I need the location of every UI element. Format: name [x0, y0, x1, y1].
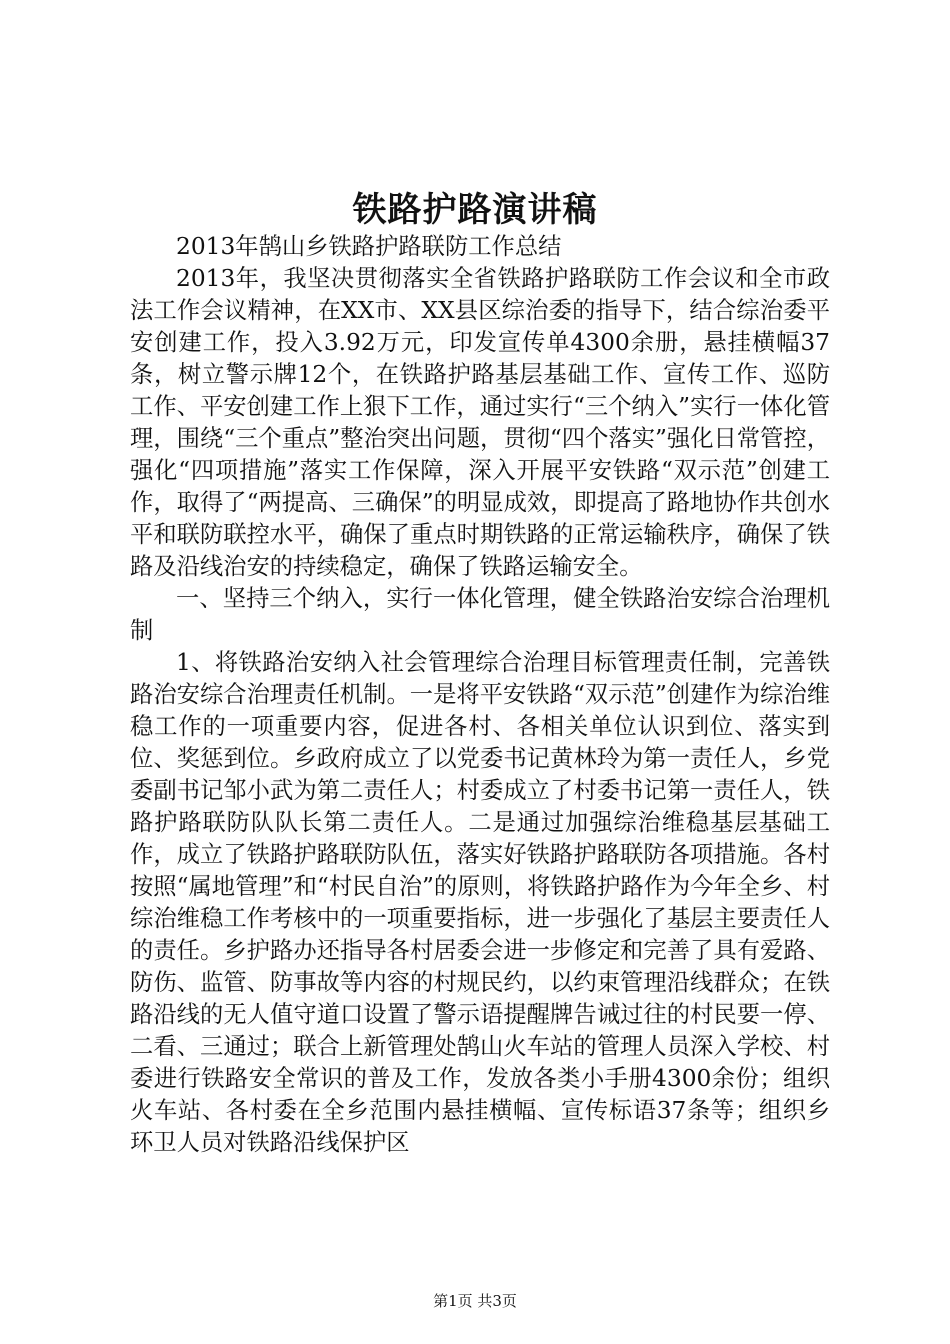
- document-body: [130, 231, 830, 1159]
- section-heading: 一、坚持三个纳入，实行一体化管理，健全铁路治安综合治理机制: [130, 585, 830, 644]
- document-subtitle: 2013年鹄山乡铁路护路联防工作总结: [176, 233, 562, 260]
- paragraph-item-1: 1、将铁路治安纳入社会管理综合治理目标管理责任制，完善铁路治安综合治理责任机制。一是将平安铁路“双示范”创建作为综治维稳工作的一项重要内容，促进各村、各相关单位认识到位、落实到位、奖惩到位。乡政府成立了以党委书记黄林玲为第一责任人，乡党委副书记邹小武为第二责任人；村委成立了村委书记第一责任人，铁路护路联防队队长第二责任人。二是通过加强综治维稳基层基础工作，成立了铁路护路联防队伍，落实好铁路护路联防各项措施。各村按照“属地管理”和“村民自治”的原则，将铁路护路作为今年全乡、村综治维稳工作考核中的一项重要指标，进一步强化了基层主要责任人的责任。乡护路办还指导各村居委会进一步修定和完善了具有爱路、防伤、监管、防事故等内容的村规民约，以约束管理沿线群众；在铁路沿线的无人值守道口设置了警示语提醒牌告诫过往的村民要一停、二看、三通过；联合上新管理处鹄山火车站的管理人员深入学校、村委进行铁路安全常识的普及工作，发放各类小手册4300余份；组织火车站、各村委在全乡范围内悬挂横幅、宣传标语37条等；组织乡环卫人员对铁路沿线保护区: [130, 649, 830, 1156]
- document-title: 铁路护路演讲稿: [352, 190, 598, 230]
- page-footer: 第1页 共3页: [433, 1292, 517, 1310]
- paragraph-intro: 2013年，我坚决贯彻落实全省铁路护路联防工作会议和全市政法工作会议精神，在XX市、XX县区综治委的指导下，结合综治委平安创建工作，投入3.92万元，印发宣传单4300余册，悬挂横幅37条，树立警示牌12个，在铁路护路基层基础工作、宣传工作、巡防工作、平安创建工作上狠下工作，通过实行“三个纳入”实行一体化管理，围绕“三个重点”整治突出问题，贯彻“四个落实”强化日常管控，强化“四项措施”落实工作保障，深入开展平安铁路“双示范”创建工作，取得了“两提高、三确保”的明显成效，即提高了路地协作共创水平和联防联控水平，确保了重点时期铁路的正常运输秩序，确保了铁路及沿线治安的持续稳定，确保了铁路运输安全。: [130, 265, 830, 580]
